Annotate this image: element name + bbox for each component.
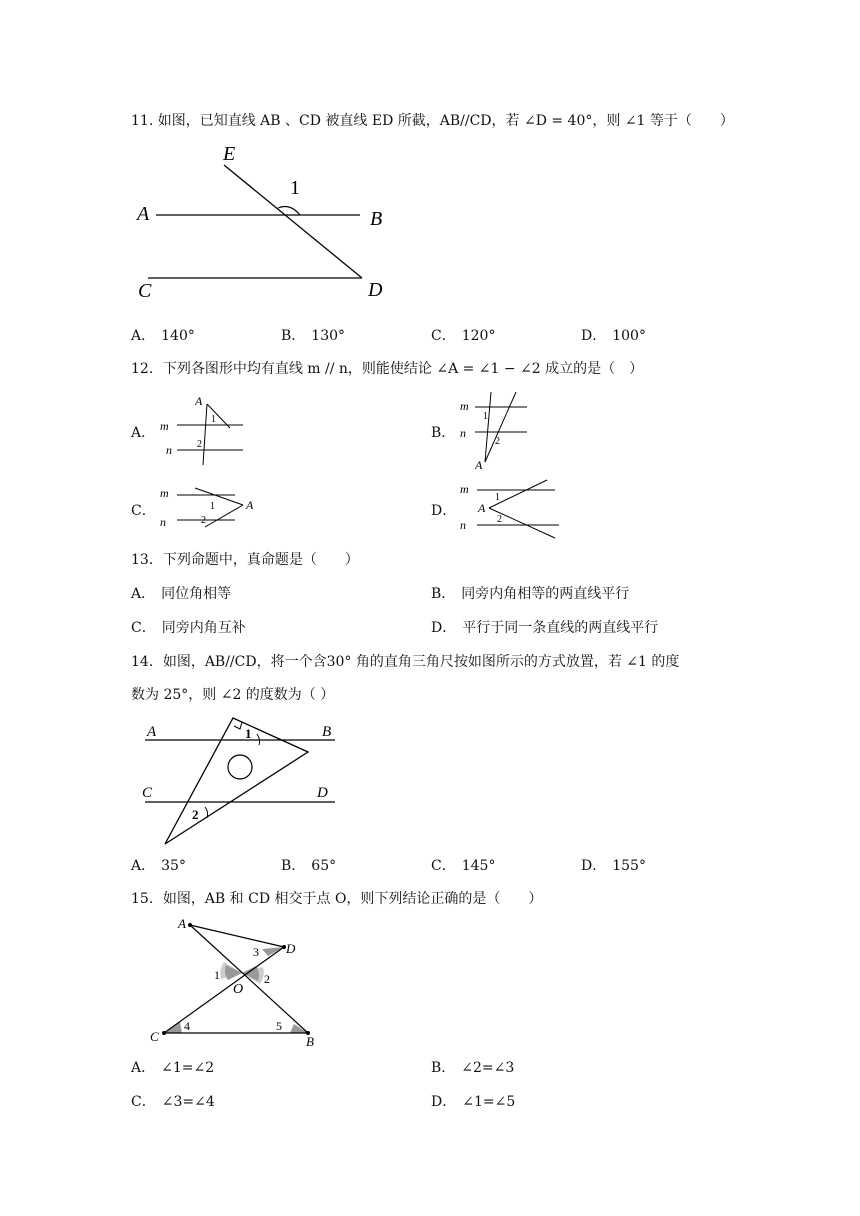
q13-option-d[interactable]: D． 平行于同一条直线的两直线平行	[431, 620, 659, 636]
q14-figure	[135, 712, 355, 852]
svg-text:C: C	[142, 785, 153, 801]
q14-option-b[interactable]: B． 65°	[281, 858, 337, 874]
svg-text:2: 2	[497, 514, 502, 525]
q11-option-a[interactable]: A． 140°	[131, 328, 195, 344]
svg-text:1: 1	[495, 492, 500, 503]
svg-text:3: 3	[253, 945, 259, 959]
q15-option-d[interactable]: D． ∠1=∠5	[431, 1094, 516, 1110]
svg-text:A: A	[478, 501, 486, 515]
svg-text:2: 2	[197, 439, 202, 450]
q11-label-b: B	[370, 208, 383, 230]
q14-stem-line2: 数为 25°，则 ∠2 的度数为（ ）	[131, 687, 335, 703]
svg-text:4: 4	[184, 1019, 190, 1033]
q14-option-c[interactable]: C． 145°	[431, 858, 496, 874]
q11-label-e: E	[223, 143, 236, 165]
q11-label-a: A	[137, 203, 150, 225]
svg-text:n: n	[460, 426, 466, 440]
q14-option-a[interactable]: A． 35°	[131, 858, 186, 874]
svg-text:2: 2	[264, 972, 270, 986]
q13-option-c[interactable]: C． 同旁内角互补	[131, 620, 246, 636]
q12-a-figure	[155, 390, 255, 470]
q15-option-c[interactable]: C． ∠3=∠4	[131, 1094, 215, 1110]
q13-option-a[interactable]: A． 同位角相等	[131, 586, 232, 602]
q11-stem: 11. 如图，已知直线 AB 、CD 被直线 ED 所截，AB//CD，若 ∠D = 40°，则 ∠1 等于（ ）	[131, 113, 734, 129]
q15-figure	[140, 915, 340, 1055]
svg-text:B: B	[306, 1034, 314, 1049]
q11-label-d: D	[368, 279, 383, 301]
q12-option-a[interactable]: A．	[131, 425, 156, 441]
svg-text:A: A	[178, 916, 186, 931]
svg-text:m: m	[160, 419, 169, 433]
q13-stem: 13．下列命题中，真命题是（ ）	[131, 552, 359, 568]
svg-text:B: B	[322, 724, 332, 740]
svg-text:1: 1	[214, 968, 220, 982]
svg-text:1: 1	[245, 726, 252, 741]
q15-option-a[interactable]: A． ∠1=∠2	[131, 1060, 215, 1076]
svg-text:D: D	[286, 941, 296, 956]
svg-text:A: A	[246, 498, 254, 512]
svg-text:1: 1	[210, 501, 215, 512]
svg-text:n: n	[160, 515, 166, 529]
q11-figure	[130, 140, 400, 305]
svg-text:5: 5	[276, 1019, 282, 1033]
svg-text:m: m	[460, 482, 469, 496]
svg-text:m: m	[460, 399, 469, 413]
q11-angle-1: 1	[290, 177, 300, 199]
q15-option-b[interactable]: B． ∠2=∠3	[431, 1060, 515, 1076]
q12-option-b[interactable]: B．	[431, 425, 456, 441]
svg-text:A: A	[475, 458, 483, 472]
svg-text:C: C	[150, 1029, 159, 1044]
q12-c-figure	[155, 480, 265, 535]
q12-b-figure	[455, 392, 555, 472]
q12-stem: 12．下列各图形中均有直线 m // n，则能使结论 ∠A = ∠1 − ∠2 成立的是（ ）	[131, 361, 644, 377]
q14-stem-line1: 14．如图，AB//CD，将一个含30° 角的直角三角尺按如图所示的方式放置，若 ∠1 的度	[131, 654, 680, 670]
q15-stem: 15．如图，AB 和 CD 相交于点 O，则下列结论正确的是（ ）	[131, 891, 543, 907]
svg-text:O: O	[233, 982, 244, 997]
q11-label-c: C	[138, 280, 152, 302]
q11-option-c[interactable]: C． 120°	[431, 328, 496, 344]
q14-option-d[interactable]: D． 155°	[581, 858, 646, 874]
svg-text:m: m	[160, 486, 169, 500]
q13-option-b[interactable]: B． 同旁内角相等的两直线平行	[431, 586, 630, 602]
svg-text:D: D	[317, 785, 328, 801]
svg-text:n: n	[166, 443, 172, 457]
q11-option-b[interactable]: B． 130°	[281, 328, 346, 344]
q12-option-d[interactable]: D．	[431, 503, 457, 519]
svg-text:2: 2	[201, 515, 206, 526]
svg-text:1: 1	[483, 411, 488, 422]
svg-text:n: n	[460, 518, 466, 532]
svg-text:A: A	[195, 394, 203, 408]
q12-d-figure	[455, 478, 565, 540]
q12-option-c[interactable]: C．	[131, 503, 156, 519]
svg-text:A: A	[147, 724, 157, 740]
svg-text:2: 2	[495, 436, 500, 447]
svg-text:1: 1	[211, 414, 216, 425]
q11-option-d[interactable]: D． 100°	[581, 328, 646, 344]
svg-text:2: 2	[192, 807, 199, 822]
